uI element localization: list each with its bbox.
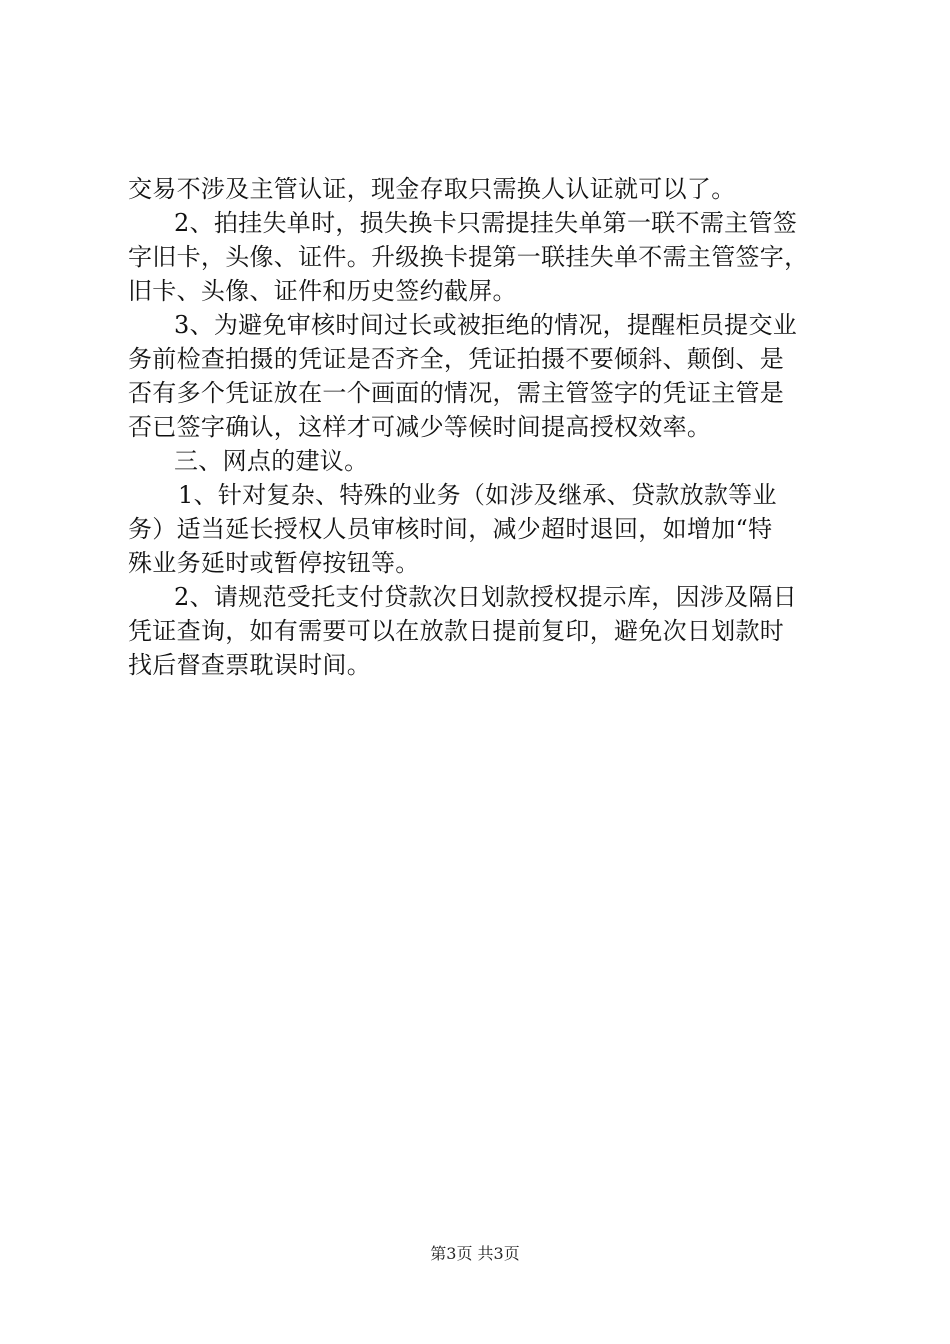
text-line: 否有多个凭证放在一个画面的情况，需主管签字的凭证主管是 [128,379,785,407]
text-line: 找后督查票耽误时间。 [128,651,371,679]
text-line: 3、为避免审核时间过长或被拒绝的情况，提醒柜员提交业 [174,311,798,339]
text-line: 交易不涉及主管认证，现金存取只需换人认证就可以了。 [128,175,736,203]
text-line: 务）适当延长授权人员审核时间，减少超时退回，如增加“特 [128,515,773,543]
section-heading: 三、网点的建议。 [174,447,369,475]
text-line: 凭证查询，如有需要可以在放款日提前复印，避免次日划款时 [128,617,785,645]
text-line: 2、请规范受托支付贷款次日划款授权提示库，因涉及隔日 [174,583,798,611]
text-line: 1、针对复杂、特殊的业务（如涉及继承、贷款放款等业 [178,481,777,509]
document-body [128,172,832,682]
text-line: 字旧卡，头像、证件。升级换卡提第一联挂失单不需主管签字， [128,243,809,271]
text-line: 旧卡、头像、证件和历史签约截屏。 [128,277,517,305]
page-number: 第3页 共3页 [430,1244,520,1263]
text-line: 务前检查拍摄的凭证是否齐全，凭证拍摄不要倾斜、颠倒、是 [128,345,785,373]
text-line: 2、拍挂失单时，损失换卡只需提挂失单第一联不需主管签 [174,209,798,237]
text-line: 否已签字确认，这样才可减少等候时间提高授权效率。 [128,413,712,441]
text-line: 殊业务延时或暂停按钮等。 [128,549,420,577]
